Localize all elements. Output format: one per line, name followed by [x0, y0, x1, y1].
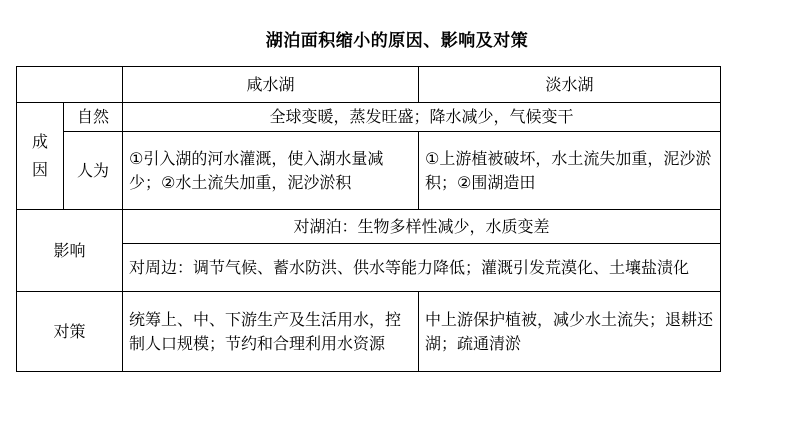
page-title: 湖泊面积缩小的原因、影响及对策 — [265, 31, 529, 51]
natural-causes-text: 全球变暖，蒸发旺盛；降水减少，气候变干 — [123, 103, 721, 132]
human-causes-saltwater: ①引入湖的河水灌溉，使入湖水量减少；②水土流失加重，泥沙淤积 — [123, 132, 419, 210]
causes-label: 成因 — [31, 132, 48, 179]
header-blank-cell — [17, 67, 123, 103]
table-header-row — [17, 67, 721, 103]
human-label: 人为 — [64, 132, 123, 210]
measures-saltwater: 统筹上、中、下游生产及生活用水，控制人口规模；节约和合理利用水资源 — [123, 292, 419, 372]
causes-natural-row — [17, 103, 721, 132]
impact-on-surroundings: 对周边：调节气候、蓄水防洪、供水等能力降低；灌溉引发荒漠化、土壤盐渍化 — [123, 244, 721, 292]
impact-on-lake: 对湖泊：生物多样性减少，水质变差 — [123, 210, 721, 244]
human-causes-freshwater: ①上游植被破坏，水土流失加重，泥沙淤积；②围湖造田 — [419, 132, 721, 210]
causes-label-cell — [17, 103, 64, 210]
header-saltwater-lake: 咸水湖 — [123, 67, 419, 103]
impacts-lake-row — [17, 210, 721, 244]
header-freshwater-lake: 淡水湖 — [419, 67, 721, 103]
natural-label: 自然 — [64, 103, 123, 132]
measures-label: 对策 — [17, 292, 123, 372]
lake-shrinkage-table — [16, 66, 721, 372]
causes-human-row — [17, 132, 721, 210]
measures-freshwater: 中上游保护植被，减少水土流失；退耕还湖；疏通清淤 — [419, 292, 721, 372]
measures-row — [17, 292, 721, 372]
impacts-label: 影响 — [17, 210, 123, 292]
impacts-surroundings-row — [17, 244, 721, 292]
